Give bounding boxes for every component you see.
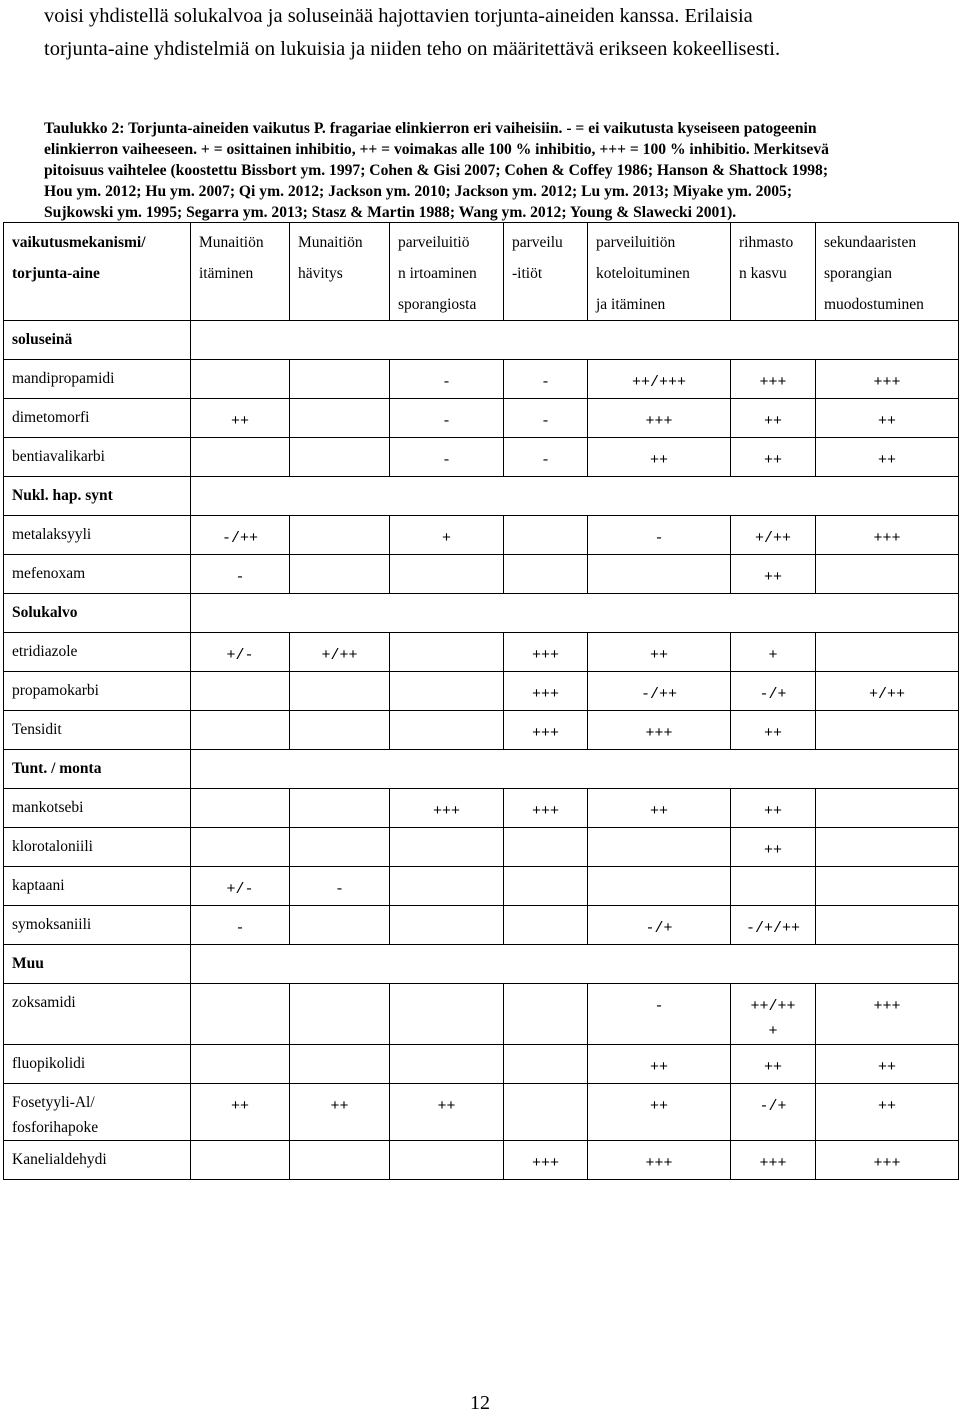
section-label: Solukalvo (4, 594, 191, 633)
effect-cell (504, 360, 588, 399)
section-label: Tunt. / monta (4, 750, 191, 789)
effect-cell (290, 672, 390, 711)
row-label-line: mandipropamidi (12, 370, 115, 387)
row-label-line: dimetomorfi (12, 409, 90, 426)
effect-cell (191, 711, 290, 750)
column-header-line: koteloituminen (596, 265, 690, 282)
effect-value: - (235, 569, 245, 586)
column-header-line: sporangian (824, 265, 893, 282)
effect-cell (504, 555, 588, 594)
effect-cell (816, 1084, 959, 1141)
effect-cell (731, 1045, 816, 1084)
section-spacer (191, 477, 959, 516)
effect-cell (290, 1045, 390, 1084)
effect-value: +++ (759, 374, 787, 391)
table-row (4, 1045, 959, 1084)
section-row (4, 945, 959, 984)
column-header (504, 223, 588, 321)
effect-cell (504, 906, 588, 945)
column-header-line: Munaitiön (298, 234, 363, 251)
table-body (4, 321, 959, 1180)
column-header-line: sekundaaristen (824, 234, 917, 251)
effect-cell (290, 828, 390, 867)
effect-value: ++ (649, 452, 668, 469)
effect-cell (588, 633, 731, 672)
section-spacer (191, 945, 959, 984)
effect-cell (504, 789, 588, 828)
effect-cell (290, 399, 390, 438)
effect-cell (290, 984, 390, 1045)
effect-cell (588, 906, 731, 945)
effect-cell (504, 672, 588, 711)
row-label (4, 672, 191, 711)
effect-cell (290, 1141, 390, 1180)
caption-line: pitoisuus vaihtelee (koostettu Bissbort ym. 1997; Cohen & Gisi 2007; Cohen & Coffey 1986; Hanson & Shattock 1998; (44, 162, 829, 179)
effect-value: +++ (432, 803, 460, 820)
effect-value: -/++ (640, 686, 677, 703)
table-row (4, 1084, 959, 1141)
effect-cell (504, 867, 588, 906)
effect-cell (588, 867, 731, 906)
effect-value: ++ (649, 1059, 668, 1076)
intro-line: torjunta-aine yhdistelmiä on lukuisia ja niiden teho on määritettävä erikseen kokeellisesti. (44, 38, 781, 60)
effect-cell (731, 984, 816, 1045)
effect-cell (290, 633, 390, 672)
effect-value: -/+ (759, 686, 787, 703)
effect-cell (390, 867, 504, 906)
effect-value: - (540, 413, 550, 430)
effect-value: ++ (877, 1098, 896, 1115)
row-label (4, 828, 191, 867)
row-label (4, 633, 191, 672)
row-label-line: Kanelialdehydi (12, 1151, 107, 1168)
effect-value: +++ (531, 725, 559, 742)
row-label (4, 867, 191, 906)
row-label-line: mankotsebi (12, 799, 84, 816)
row-label-line: symoksaniili (12, 916, 92, 933)
effect-cell (816, 672, 959, 711)
row-label-line: kaptaani (12, 877, 65, 894)
table-caption (44, 118, 956, 223)
effect-cell (816, 711, 959, 750)
effect-cell (816, 360, 959, 399)
effect-cell (390, 360, 504, 399)
column-header-line: parveiluitiö (398, 234, 470, 251)
section-spacer (191, 594, 959, 633)
effect-cell (588, 1045, 731, 1084)
effect-cell (731, 789, 816, 828)
effect-value: ++ (763, 452, 782, 469)
section-row (4, 321, 959, 360)
effect-cell (588, 711, 731, 750)
effect-cell (588, 1084, 731, 1141)
row-label-line: klorotaloniili (12, 838, 93, 855)
effect-value: -/+/++ (745, 920, 800, 937)
row-label (4, 360, 191, 399)
effect-cell (504, 711, 588, 750)
effect-value: - (540, 452, 550, 469)
effect-value: ++ (649, 647, 668, 664)
effect-cell (504, 399, 588, 438)
effect-cell (588, 789, 731, 828)
effect-cell (504, 633, 588, 672)
effect-cell (191, 516, 290, 555)
column-header-line: ja itäminen (596, 296, 666, 313)
effect-cell (588, 399, 731, 438)
effect-value: +/++ (868, 686, 905, 703)
effect-cell (588, 1141, 731, 1180)
row-label (4, 1141, 191, 1180)
effect-cell (191, 360, 290, 399)
effect-value: - (654, 998, 664, 1015)
row-label (4, 516, 191, 555)
effect-value: ++ (763, 803, 782, 820)
effect-cell (191, 867, 290, 906)
effect-cell (290, 516, 390, 555)
column-header-line: torjunta-aine (12, 265, 100, 282)
effect-cell (390, 1141, 504, 1180)
effect-value: ++ (763, 725, 782, 742)
table-row (4, 789, 959, 828)
effect-cell (731, 828, 816, 867)
effect-cell (816, 633, 959, 672)
row-label-line: propamokarbi (12, 682, 99, 699)
effect-cell (290, 906, 390, 945)
effect-value: - (540, 374, 550, 391)
effect-value: ++ (437, 1098, 456, 1115)
effect-value: - (441, 452, 451, 469)
table-row (4, 828, 959, 867)
effect-value: +++ (873, 1155, 901, 1172)
section-row (4, 477, 959, 516)
effect-cell (390, 1045, 504, 1084)
effect-value: - (334, 881, 344, 898)
row-label-line: mefenoxam (12, 565, 86, 582)
effect-cell (191, 672, 290, 711)
effect-cell (588, 360, 731, 399)
column-header-line: -itiöt (512, 265, 543, 282)
effect-cell (290, 711, 390, 750)
effect-value: +++ (645, 413, 673, 430)
table-row (4, 867, 959, 906)
row-label-line: etridiazole (12, 643, 78, 660)
effect-value: ++ (230, 413, 249, 430)
table-row (4, 438, 959, 477)
table-row (4, 1141, 959, 1180)
row-label-line: zoksamidi (12, 994, 76, 1011)
row-label (4, 984, 191, 1045)
effect-cell (816, 828, 959, 867)
effect-value: ++ (649, 803, 668, 820)
effect-value: +/++ (321, 647, 358, 664)
effect-cell (191, 1045, 290, 1084)
effect-cell (588, 984, 731, 1045)
effect-cell (191, 438, 290, 477)
effect-cell (390, 438, 504, 477)
effect-value: +/- (226, 881, 254, 898)
effect-cell (588, 555, 731, 594)
row-label (4, 555, 191, 594)
effect-cell (191, 1141, 290, 1180)
section-label: Muu (4, 945, 191, 984)
effect-cell (191, 555, 290, 594)
effect-cell (731, 711, 816, 750)
effect-cell (191, 789, 290, 828)
table-row (4, 984, 959, 1045)
effect-cell (731, 1084, 816, 1141)
table-row (4, 555, 959, 594)
effect-value: ++ (877, 1059, 896, 1076)
column-header-line: n irtoaminen (398, 265, 477, 282)
effect-cell (390, 516, 504, 555)
effect-cell (504, 1045, 588, 1084)
effect-value: +++ (531, 803, 559, 820)
effect-cell (390, 555, 504, 594)
column-header-line: Munaitiön (199, 234, 264, 251)
effect-cell (816, 1141, 959, 1180)
effect-value: +++ (531, 1155, 559, 1172)
effect-cell (390, 399, 504, 438)
effect-cell (588, 516, 731, 555)
effect-cell (588, 438, 731, 477)
column-header-line: n kasvu (739, 265, 787, 282)
column-header (4, 223, 191, 321)
effect-cell (816, 516, 959, 555)
effect-value: + (768, 1023, 778, 1040)
row-label (4, 789, 191, 828)
effect-cell (816, 789, 959, 828)
effect-value: ++/++ (750, 998, 796, 1015)
row-label-line: Fosetyyli-Al/ (12, 1094, 95, 1111)
caption-line: Hou ym. 2012; Hu ym. 2007; Qi ym. 2012; Jackson ym. 2010; Jackson ym. 2012; Lu ym. 2013; Miyake ym. 2005; (44, 183, 793, 200)
effect-cell (390, 828, 504, 867)
page-number: 12 (470, 1392, 490, 1414)
effect-cell (816, 555, 959, 594)
effect-value: +++ (873, 998, 901, 1015)
column-header (191, 223, 290, 321)
effect-cell (504, 516, 588, 555)
effect-cell (290, 438, 390, 477)
row-label-line: fluopikolidi (12, 1055, 86, 1072)
column-header (816, 223, 959, 321)
caption-line: Taulukko 2: Torjunta-aineiden vaikutus P. fragariae elinkierron eri vaiheisiin. - = ei vaikutusta kyseiseen patogeenin (44, 120, 817, 137)
table-row (4, 516, 959, 555)
column-header-line: itäminen (199, 265, 254, 282)
section-row (4, 750, 959, 789)
effect-cell (290, 360, 390, 399)
column-header (588, 223, 731, 321)
effect-value: -/++ (221, 530, 258, 547)
header-row (4, 223, 959, 321)
row-label (4, 1084, 191, 1141)
table-row (4, 711, 959, 750)
effect-value: - (441, 413, 451, 430)
table-header (4, 223, 959, 321)
effect-cell (588, 828, 731, 867)
effect-cell (731, 516, 816, 555)
effect-cell (731, 906, 816, 945)
effect-cell (731, 867, 816, 906)
effect-cell (731, 555, 816, 594)
effect-value: +++ (645, 725, 673, 742)
column-header (390, 223, 504, 321)
table-row (4, 399, 959, 438)
effect-cell (731, 1141, 816, 1180)
section-label: soluseinä (4, 321, 191, 360)
effect-value: - (235, 920, 245, 937)
row-label (4, 1045, 191, 1084)
column-header-line: hävitys (298, 265, 343, 282)
effect-value: + (441, 530, 451, 547)
effect-cell (191, 399, 290, 438)
effect-cell (731, 672, 816, 711)
effect-cell (390, 984, 504, 1045)
effect-value: ++ (877, 413, 896, 430)
caption-line: Sujkowski ym. 1995; Segarra ym. 2013; Stasz & Martin 1988; Wang ym. 2012; Young & Slawecki 2001). (44, 204, 737, 221)
effect-value: ++ (649, 1098, 668, 1115)
effect-cell (290, 789, 390, 828)
effect-cell (504, 828, 588, 867)
row-label (4, 438, 191, 477)
effect-cell (504, 438, 588, 477)
effect-cell (390, 711, 504, 750)
effect-cell (816, 438, 959, 477)
row-label-line: bentiavalikarbi (12, 448, 105, 465)
effect-value: ++ (763, 413, 782, 430)
effect-value: ++ (763, 842, 782, 859)
effect-cell (390, 906, 504, 945)
effect-cell (290, 867, 390, 906)
effect-cell (191, 984, 290, 1045)
section-row (4, 594, 959, 633)
column-header-line: muodostuminen (824, 296, 924, 313)
caption-line: elinkierron vaiheeseen. + = osittainen inhibitio, ++ = voimakas alle 100 % inhibitio, +++ = 100 % inhibitio. Merkitsevä (44, 141, 829, 158)
section-spacer (191, 750, 959, 789)
effect-cell (504, 984, 588, 1045)
effect-value: +/- (226, 647, 254, 664)
effect-value: ++ (230, 1098, 249, 1115)
effect-cell (290, 555, 390, 594)
effect-cell (390, 633, 504, 672)
effect-value: - (654, 530, 664, 547)
section-label: Nukl. hap. synt (4, 477, 191, 516)
effect-cell (816, 984, 959, 1045)
effect-cell (191, 1084, 290, 1141)
effect-cell (731, 360, 816, 399)
effect-value: ++ (330, 1098, 349, 1115)
column-header-line: vaikutusmekanismi/ (12, 234, 146, 251)
effect-value: ++ (763, 1059, 782, 1076)
effect-value: +++ (873, 530, 901, 547)
row-label (4, 399, 191, 438)
effect-value: ++ (763, 569, 782, 586)
effect-cell (390, 789, 504, 828)
effect-cell (390, 672, 504, 711)
effect-value: ++ (877, 452, 896, 469)
intro-paragraph (44, 0, 956, 66)
intro-line: voisi yhdistellä solukalvoa ja soluseinää hajottavien torjunta-aineiden kanssa. Erilaisia (44, 5, 753, 27)
table-row (4, 360, 959, 399)
effect-cell (191, 828, 290, 867)
effect-value: -/+ (645, 920, 673, 937)
effect-cell (290, 1084, 390, 1141)
table-row (4, 906, 959, 945)
column-header (290, 223, 390, 321)
effect-cell (191, 633, 290, 672)
effect-value: +++ (873, 374, 901, 391)
effect-value: ++/+++ (631, 374, 686, 391)
table-row (4, 672, 959, 711)
effect-cell (390, 1084, 504, 1141)
row-label (4, 711, 191, 750)
effect-cell (588, 672, 731, 711)
effect-value: +++ (531, 647, 559, 664)
column-header-line: parveiluitiön (596, 234, 676, 251)
row-label-line: fosforihapoke (12, 1119, 99, 1136)
effect-cell (816, 867, 959, 906)
effect-cell (816, 906, 959, 945)
effect-value: + (768, 647, 778, 664)
effect-cell (504, 1084, 588, 1141)
effect-cell (816, 399, 959, 438)
effect-cell (731, 399, 816, 438)
column-header-line: rihmasto (739, 234, 794, 251)
effect-value: +++ (531, 686, 559, 703)
fungicide-table (3, 222, 959, 1180)
effect-cell (504, 1141, 588, 1180)
row-label-line: metalaksyyli (12, 526, 92, 543)
effect-cell (731, 633, 816, 672)
row-label (4, 906, 191, 945)
effect-value: +/++ (754, 530, 791, 547)
column-header-line: parveilu (512, 234, 563, 251)
effect-value: -/+ (759, 1098, 787, 1115)
effect-cell (191, 906, 290, 945)
column-header-line: sporangiosta (398, 296, 477, 313)
effect-cell (816, 1045, 959, 1084)
effect-value: - (441, 374, 451, 391)
effect-value: +++ (645, 1155, 673, 1172)
table-row (4, 633, 959, 672)
effect-value: +++ (759, 1155, 787, 1172)
column-header (731, 223, 816, 321)
row-label-line: Tensidit (12, 721, 62, 738)
effect-cell (731, 438, 816, 477)
section-spacer (191, 321, 959, 360)
